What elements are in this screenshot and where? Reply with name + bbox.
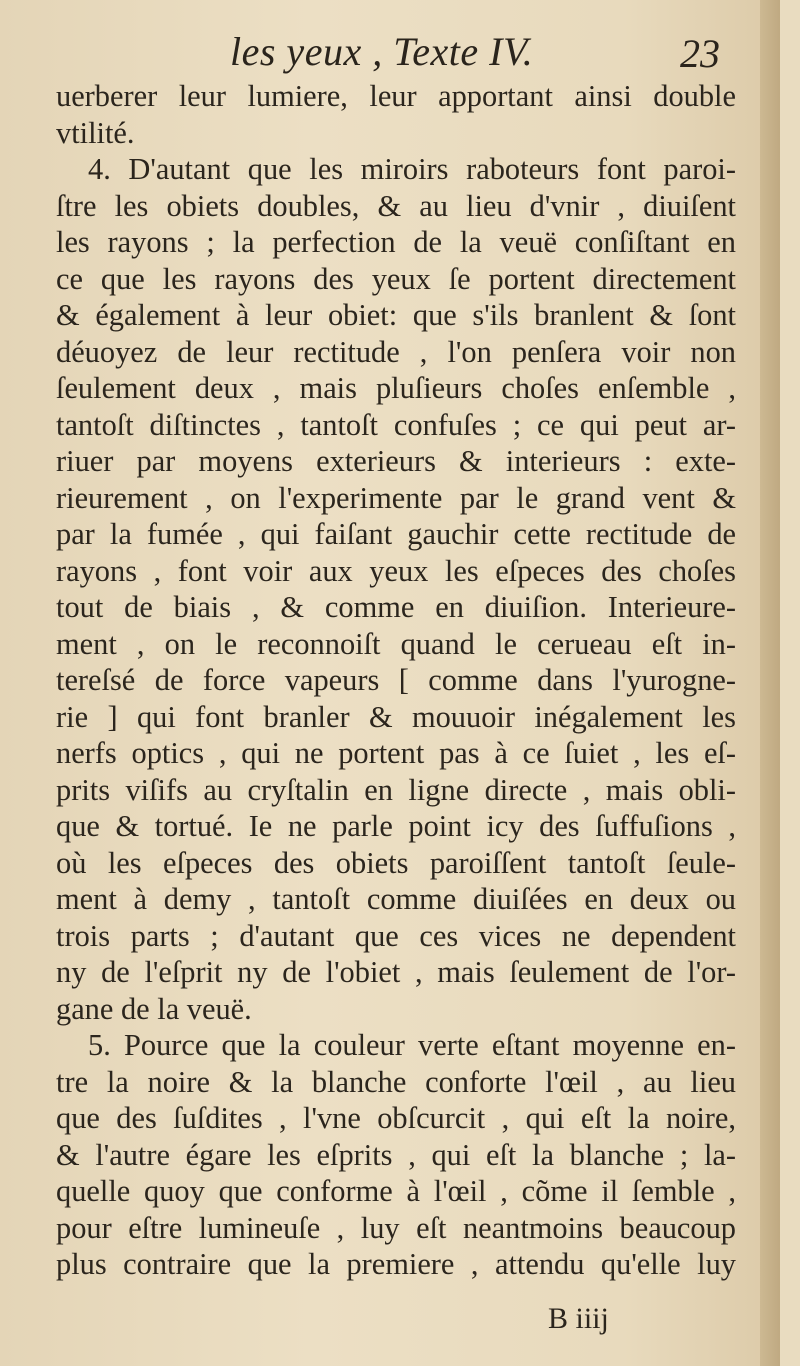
signature-mark: B iiij bbox=[548, 1302, 609, 1335]
text-line: où les eſpeces des obiets paroiſſent tantoſt ſeule- bbox=[56, 845, 736, 880]
text-line: ſtre les obiets doubles, & au lieu d'vnir , diuiſent bbox=[56, 188, 736, 223]
text-line: ment à demy , tantoſt comme diuiſées en deux ou bbox=[56, 882, 736, 916]
text-line: prits viſifs au cryſtalin en ligne directe , mais obli- bbox=[56, 772, 736, 807]
text-line: ment , on le reconnoiſt quand le cerueau eſt in- bbox=[56, 626, 736, 661]
page-header bbox=[0, 28, 780, 78]
text-line: rieurement , on l'experimente par le grand vent & bbox=[56, 480, 736, 515]
text-line: & l'autre égare les eſprits , qui eſt la blanche ; la- bbox=[56, 1137, 736, 1172]
text-line: rayons , font voir aux yeux les eſpeces des choſes bbox=[56, 553, 736, 588]
text-line: pour eſtre lumineuſe , luy eſt neantmoins beaucoup bbox=[56, 1210, 736, 1245]
text-line: quelle quoy que conforme à l'œil , cõme il ſemble , bbox=[56, 1174, 736, 1208]
body-text bbox=[56, 78, 736, 1283]
text-line: ſeulement deux , mais pluſieurs choſes enſemble , bbox=[56, 371, 736, 405]
text-line: les rayons ; la perfection de la veuë conſiſtant en bbox=[56, 225, 736, 259]
text-line: plus contraire que la premiere , attendu qu'elle luy bbox=[56, 1247, 736, 1281]
text-line: nerfs optics , qui ne portent pas à ce ſuiet , les eſ- bbox=[56, 736, 736, 770]
text-line: tantoſt diſtinctes , tantoſt confuſes ; ce qui peut ar- bbox=[56, 407, 736, 442]
text-line: ce que les rayons des yeux ſe portent directement bbox=[56, 261, 736, 296]
text-line: riuer par moyens exterieurs & interieurs : exte- bbox=[56, 444, 736, 478]
text-line: 4. D'autant que les miroirs raboteurs font paroi- bbox=[88, 152, 736, 186]
text-line: ny de l'eſprit ny de l'obiet , mais ſeulement de l'or- bbox=[56, 955, 736, 989]
text-line: tout de biais , & comme en diuiſion. Interieure- bbox=[56, 590, 736, 624]
text-line: que des ſuſdites , l'vne obſcurcit , qui eſt la noire, bbox=[56, 1101, 736, 1135]
text-line: & également à leur obiet: que s'ils branlent & ſont bbox=[56, 298, 736, 332]
text-line: trois parts ; d'autant que ces vices ne dependent bbox=[56, 918, 736, 953]
text-line: déuoyez de leur rectitude , l'on penſera voir non bbox=[56, 334, 736, 369]
text-line: gane de la veuë. bbox=[56, 991, 252, 1026]
page-edge bbox=[760, 0, 780, 1366]
text-line: rie ] qui font branler & mouuoir inégalement les bbox=[56, 699, 736, 734]
running-title: les yeux , Texte IV. bbox=[230, 29, 534, 74]
page-number: 23 bbox=[680, 31, 720, 76]
text-line: tereſsé de force vapeurs [ comme dans l'yurogne- bbox=[56, 663, 736, 697]
text-line: que & tortué. Ie ne parle point icy des ſuffuſions , bbox=[56, 809, 736, 843]
text-line: par la fumée , qui faiſant gauchir cette rectitude de bbox=[56, 517, 736, 551]
text-line: vtilité. bbox=[56, 115, 135, 150]
text-line: uerberer leur lumiere, leur apportant ainsi double bbox=[56, 79, 736, 113]
text-line: tre la noire & la blanche conforte l'œil , au lieu bbox=[56, 1064, 736, 1099]
text-line: 5. Pource que la couleur verte eſtant moyenne en- bbox=[88, 1028, 736, 1062]
